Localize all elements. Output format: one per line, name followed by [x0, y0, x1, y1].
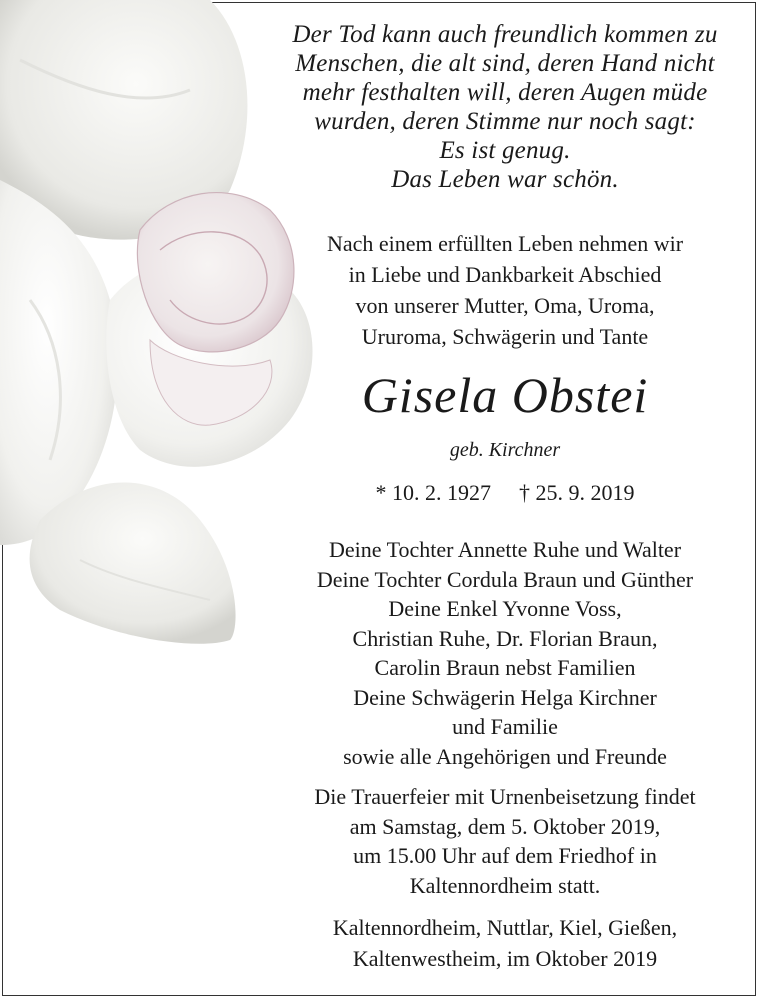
ceremony-line: Die Trauerfeier mit Urnenbeisetzung findet	[314, 784, 696, 809]
intro-text	[270, 228, 740, 352]
death-date: † 25. 9. 2019	[519, 480, 635, 505]
poem-line: Menschen, die alt sind, deren Hand nicht	[295, 50, 715, 77]
closing-line: Kaltennordheim, Nuttlar, Kiel, Gießen,	[332, 915, 678, 940]
family-line: sowie alle Angehörigen und Freunde	[343, 743, 667, 769]
family-line: und Familie	[452, 714, 558, 739]
poem-line: Der Tod kann auch freundlich kommen zu	[292, 21, 718, 48]
family-list	[270, 535, 740, 771]
family-line: Christian Ruhe, Dr. Florian Braun,	[352, 625, 658, 651]
family-line: Carolin Braun nebst Familien	[374, 655, 636, 680]
ceremony-line: um 15.00 Uhr auf dem Friedhof in	[353, 843, 657, 868]
intro-line: Ururoma, Schwägerin und Tante	[361, 324, 649, 349]
family-line: Deine Tochter Annette Ruhe und Walter	[328, 537, 682, 562]
family-line: Deine Enkel Yvonne Voss,	[388, 596, 622, 621]
closing-line: Kaltenwestheim, im Oktober 2019	[352, 946, 658, 971]
deceased-name: Gisela Obstei	[361, 367, 649, 423]
ceremony-line: am Samstag, dem 5. Oktober 2019,	[349, 813, 661, 839]
intro-line: von unserer Mutter, Oma, Uroma,	[355, 293, 655, 318]
poem-line: Das Leben war schön.	[391, 166, 619, 193]
life-dates	[270, 478, 740, 508]
birth-date: * 10. 2. 1927	[375, 480, 491, 505]
birth-name: geb. Kirchner	[449, 439, 561, 461]
poem-line: wurden, deren Stimme nur noch sagt:	[314, 108, 696, 135]
intro-line: in Liebe und Dankbarkeit Abschied	[348, 262, 662, 287]
poem	[270, 20, 740, 194]
intro-line: Nach einem erfüllten Leben nehmen wir	[326, 231, 684, 256]
poem-line: mehr festhalten will, deren Augen müde	[302, 79, 708, 106]
ceremony-info	[270, 782, 740, 900]
closing-place-date	[270, 912, 740, 974]
poem-line: Es ist genug.	[439, 137, 571, 164]
family-line: Deine Tochter Cordula Braun und Günther	[316, 566, 694, 592]
family-line: Deine Schwägerin Helga Kirchner	[353, 684, 657, 710]
ceremony-line: Kaltennordheim statt.	[409, 872, 601, 898]
